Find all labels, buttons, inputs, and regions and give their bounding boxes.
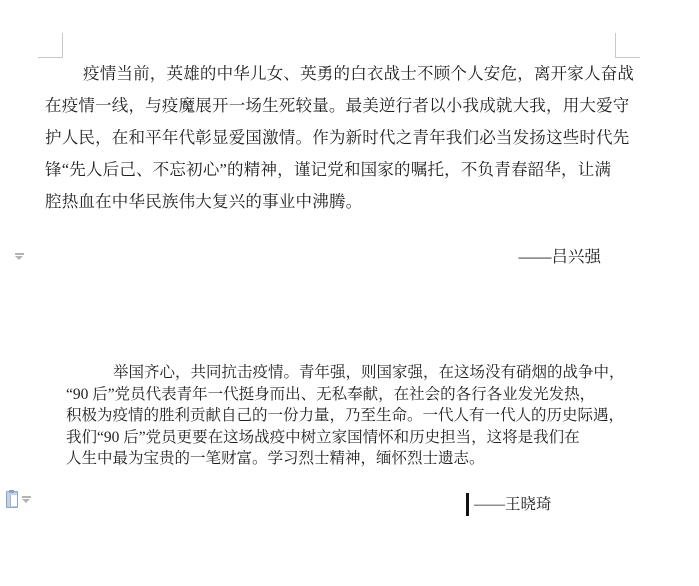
paragraph-2 — [66, 362, 646, 470]
paste-options-dropdown-icon[interactable] — [21, 496, 31, 504]
text-boundary-mark-top-left-icon — [38, 33, 63, 58]
chevron-down-icon — [22, 499, 30, 503]
paste-options-button[interactable] — [6, 490, 34, 510]
paragraph-1-line: 护人民，在和平年代彰显爱国激情。作为新时代之青年我们必当发扬这些时代先 — [45, 128, 630, 147]
paragraph-1-line: 腔热血在中华民族伟大复兴的事业中沸腾。 — [45, 192, 363, 211]
smart-tag-marker-bar — [22, 496, 31, 498]
paragraph-1-line: 在疫情一线，与疫魔展开一场生死较量。最美逆行者以小我成就大我，用大爱守 — [45, 96, 630, 115]
clipboard-sheet — [10, 495, 17, 506]
paragraph-2-line: 我们“90 后”党员更要在这场战疫中树立家国情怀和历史担当，这将是我们在 — [66, 428, 580, 446]
paragraph-2-line: 积极为疫情的胜利贡献自己的一份力量，乃至生命。一代人有一代人的历史际遇， — [66, 407, 625, 424]
paragraph-1-line: 疫情当前，英雄的中华儿女、英勇的白衣战士不顾个人安危，离开家人奋战 — [83, 64, 635, 83]
paragraph-2-line: 人生中最为宝贵的一笔财富。学习烈士精神，缅怀烈士遗志。 — [66, 450, 485, 467]
paragraph-1-signature: ——吕兴强 — [518, 247, 601, 266]
text-boundary-mark-top-right-icon — [615, 33, 640, 58]
smart-tag-marker-icon[interactable] — [14, 253, 24, 261]
paragraph-2-line: “90 后”党员代表青年一代挺身而出、无私奉献，在社会的各行各业发光发热， — [66, 385, 596, 403]
paragraph-1 — [45, 58, 645, 218]
paragraph-2-line: 举国齐心，共同抗击疫情。青年强，则国家强，在这场没有硝烟的战争中， — [113, 364, 625, 381]
chevron-down-icon — [15, 256, 23, 260]
clipboard-clip — [9, 490, 14, 493]
text-cursor — [466, 493, 469, 516]
clipboard-icon — [6, 491, 18, 508]
paragraph-2-signature: ——王晓琦 — [474, 495, 552, 513]
paragraph-1-line: 锋“先人后己、不忘初心”的精神，谨记党和国家的嘱托，不负青春韶华，让满 — [45, 160, 612, 179]
paragraph-2-signature-row — [466, 492, 552, 516]
smart-tag-marker-bar — [15, 253, 24, 255]
